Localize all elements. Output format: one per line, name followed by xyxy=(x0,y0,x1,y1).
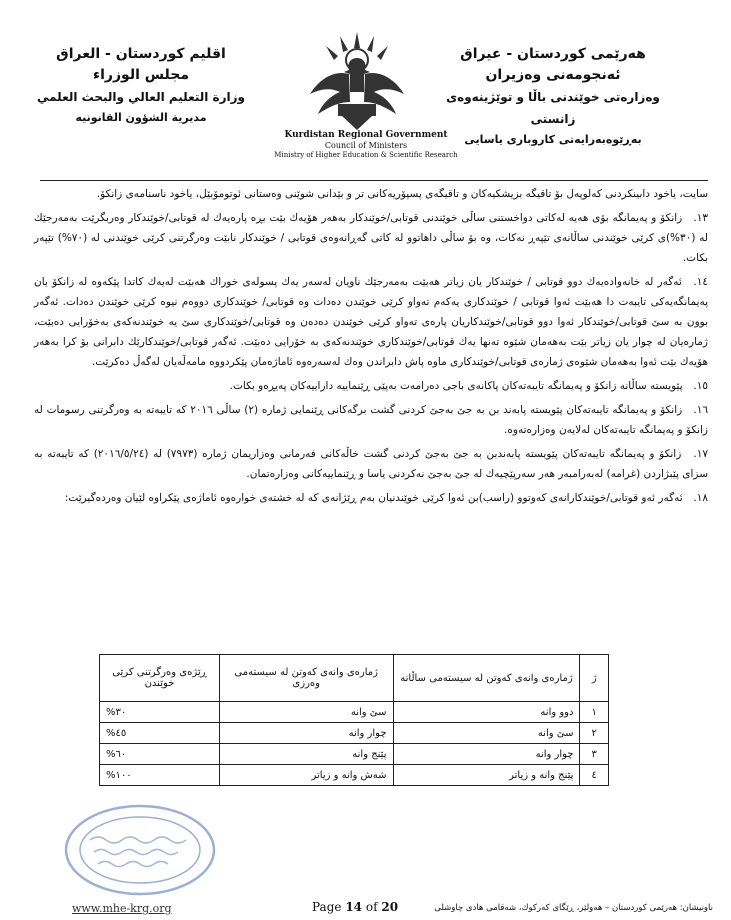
table-row xyxy=(100,765,609,786)
table-cell-rate: %٣٠ xyxy=(100,702,220,723)
item-17 xyxy=(34,444,708,484)
footer-website: www.mhe-krg.org xyxy=(72,902,172,915)
table-cell-index: ٤ xyxy=(580,765,609,786)
item-number: ١٥. xyxy=(693,380,708,392)
table-cell-rate: %٦٠ xyxy=(100,744,220,765)
official-stamp-icon xyxy=(60,800,220,900)
footer-page-total: 20 xyxy=(381,900,399,914)
item-text: زانكۆ و پەیمانگە تایبەتەكان پێویستە پابەند بن بە جێ بەجێ كردنی گشت برگەكانی ڕێنمایی ژمارە (٢) ساڵی ٢٠١٦ كە تایبەتە بە وەرگرتنی رسومات لە زانكۆ و پەیمانگە تایبەتەكان لەلایەن وەزارەتەوە. xyxy=(34,404,708,436)
table-cell-rate: %٤٥ xyxy=(100,723,220,744)
emblem-caption-ministry: Ministry of Higher Education & Scientific Research xyxy=(274,151,458,159)
table-header-index: ژ xyxy=(580,655,609,702)
emblem-caption xyxy=(268,130,464,160)
item-text: زانكۆ و پەیمانگە بۆی هەیە لەكاتی دواخستنی ساڵی خوێندنی قوتابی/خوێندكار بەهەر هۆیەك بێت بڕە پارەیەك لە قوتابی/خوێندكار وەربگرێت بەمەرجێك لە (٣٠%)ی كرێی خوێندنی ساڵانەی تێپەڕ نەكات، وە بۆ ساڵی داهاتوو لە كاتی گەڕانەوەی قوتابی / خوێندكار نابێت وەرگرتنی كرێی خوێندنی لە (٧٠%) تێپەر بكات. xyxy=(34,212,708,264)
table-row xyxy=(100,744,609,765)
table-cell-annual: پێنج وانە و زیاتر xyxy=(393,765,580,786)
header-arabic xyxy=(18,44,264,128)
emblem-banner xyxy=(338,104,376,116)
table-cell-index: ١ xyxy=(580,702,609,723)
item-number: ١٦. xyxy=(693,404,708,416)
footer-page-label: Page xyxy=(312,900,342,914)
item-text: زانكۆ و پەیمانگە تایبەتەكان پێویستە پابەندبن بە جێ بەجێ كردنی گشت خاڵەكانی فەرمانی وەزاریمان ژمارە (٧٩٧٣) لە (٢٠١٦/٥/٢٤) كە تایبەتە بە سزای پێبژاردن (غرامە) لەبەرامبەر هەر سەرپێچیەك لە جێ بەجێ نەكردنی یاسا و ڕێنماییەكانی وەزارەتمان. xyxy=(34,448,708,480)
item-13 xyxy=(34,208,708,268)
table-cell-annual: دوو وانە xyxy=(393,702,580,723)
item-number: ١٣. xyxy=(693,212,708,224)
header-arabic-region: اقليم كوردستان - العراق xyxy=(56,46,226,62)
item-14 xyxy=(34,272,708,372)
item-16 xyxy=(34,400,708,440)
emblem-caption-government: Kurdistan Regional Government xyxy=(284,130,448,140)
failed-courses-fee-table xyxy=(99,654,609,786)
table-header-fee-rate: ڕێژەی وەرگرتنی كرێی خوێندن xyxy=(100,655,220,702)
item-number: ١٧. xyxy=(693,448,709,460)
emblem-sun-rays xyxy=(326,32,388,60)
table-row xyxy=(100,702,609,723)
table-row xyxy=(100,723,609,744)
header-arabic-ministry: وزارة التعليم العالي والبحث العلمي xyxy=(36,90,246,104)
header-kurdish-region: هەرێمی كوردستان - عیراق xyxy=(460,46,646,62)
table-cell-semester: شەش وانە و زیاتر xyxy=(219,765,393,786)
table-cell-index: ٢ xyxy=(580,723,609,744)
item-number: ١٨. xyxy=(693,492,708,504)
item-text: ئەگەر لە خانەوادەیەك دوو قوتابی / خوێندكار یان زیاتر هەبێت بەمەرجێك ناویان لەسەر یەك پسولەی خوراك هەبێت لەیەك كاتدا پێكەوە لە زانكۆ یان پەیمانگەیەكی تایبەت دا هەبێت ئەوا قوتابی / خوێندكاری یەكەم تەواو كرێی خوێندن دەدات وە قوتابی/ خوێندكاری دووەم نیوە كرێی خوێندن دەدات. ئەگەر بوون بە سێ قوتابی/خوێندكار ئەوا دوو قوتابی/خوێندكاریان پارەی تەواو كرێی خوێندن دەدەن وە قوتابی/خوێندكاری سێ یە خوێندنەكەی بەخۆرایی دەبێت، ژمارەیان لە چوار یان زیاتر بێت بەهەمان شێوە تەنها یەك قوتابی/خوێندكاری خوێندنەكەی بە خۆرایی دەبێت. ئەگەر قوتابی/خوێندكارێك دابرانی بۆ كرا بەهەر هۆیەك بێت ئەوا بەهەمان شێوەی ژمارەی قوتابی/خوێندكاری ماوە پاش دابراندن وەك لەسەرەوە ئاماژەمان پێكردووە مامەڵەیان لەگەڵ دەكرێت. xyxy=(34,276,708,368)
item-15 xyxy=(34,376,708,396)
table-header-row xyxy=(100,655,609,702)
item-number: ١٤. xyxy=(693,276,708,288)
item-18 xyxy=(34,488,708,508)
table-header-annual: ژمارەی وانەی كەوتن لە سیستەمی ساڵانە xyxy=(393,655,580,702)
table-cell-semester: چوار وانە xyxy=(219,723,393,744)
intro-paragraph: سایت، یاخود دابینكردنی كەلوپەل بۆ تاقیگە بزیشكیەكان و تاقیگەی پسپۆریەكانی تر و بێدانی شوێنی وەستانی ئوتومۆبێل، یاخود ناسنامەی زانكۆ. xyxy=(96,188,708,200)
table-cell-semester: سێ وانە xyxy=(219,702,393,723)
header-kurdish-council: ئەنجومەنی وەزیران xyxy=(485,67,621,83)
table-cell-semester: پێنج وانە xyxy=(219,744,393,765)
table-cell-index: ٣ xyxy=(580,744,609,765)
footer-address: ناونیشان: هەرێمی كوردستان – هەولێر، ڕێگای كەركوك، شەقامی هادی چاوشلی xyxy=(434,903,713,913)
header-divider xyxy=(40,180,708,181)
krg-emblem-icon xyxy=(300,30,415,134)
footer-page-current: 14 xyxy=(345,900,363,914)
footer-page-of: of xyxy=(365,900,378,914)
table-cell-rate: %١٠٠ xyxy=(100,765,220,786)
header-kurdish-ministry: وەزارەتی خوێندنی باڵا و توێژینەوەی زانستی xyxy=(446,90,660,126)
footer-page-number xyxy=(312,900,398,914)
table-cell-annual: سێ وانە xyxy=(393,723,580,744)
emblem-tail xyxy=(342,116,372,130)
header-arabic-directorate: مديرية الشؤون القانونيه xyxy=(75,111,207,124)
header-arabic-council: مجلس الوزراء xyxy=(92,67,190,83)
header-kurdish-directorate: بەڕێوەبەرایەتی كاروباری یاسایی xyxy=(464,133,642,146)
emblem-caption-council: Council of Ministers xyxy=(324,141,408,150)
item-text: ئەگەر ئەو قوتابی/خوێندكارانەی كەوتوو (راسب)بن ئەوا كرێی خوێندنیان بەم ڕێژانەی كە لە خشتەی خوارەوە ئاماژەی پێكراوە لێیان وەردەگیرێت: xyxy=(64,492,683,504)
body-text xyxy=(34,184,708,512)
item-text: پێویستە ساڵانە زانكۆ و پەیمانگە تایبەتەكان پاكانەی باجی دەرامەت بەپێی ڕێنماییە داراییەكان پەیڕەو بكات. xyxy=(229,380,683,392)
table-cell-annual: چوار وانە xyxy=(393,744,580,765)
table-header-semester: ژمارەی وانەی كەوتن لە سیستەمی وەرزی xyxy=(219,655,393,702)
